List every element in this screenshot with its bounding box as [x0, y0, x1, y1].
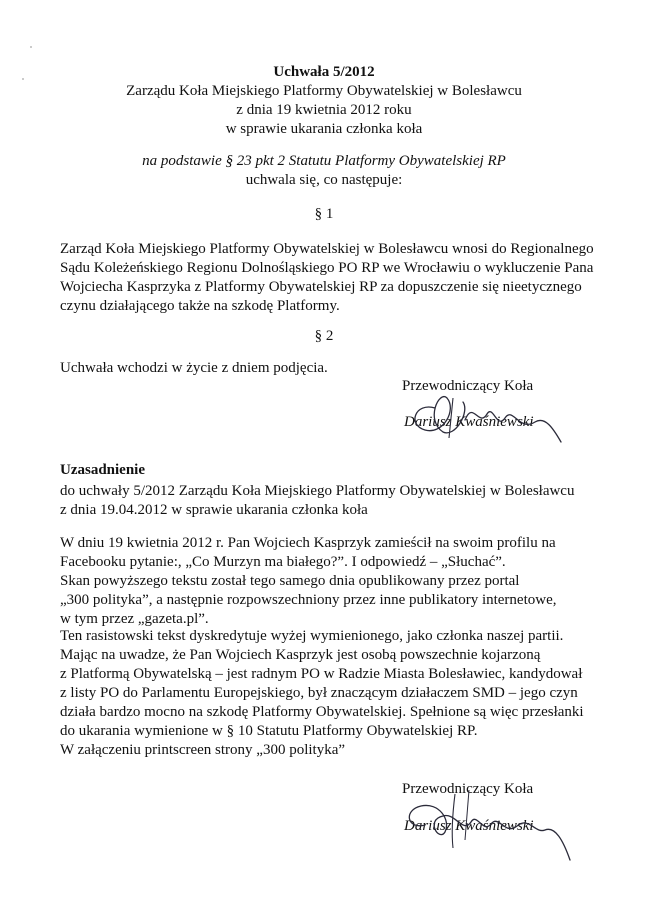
paragraph-1-line: czynu działającego także na szkodę Platformy.: [60, 298, 340, 314]
paragraph-2-text: Uchwała wchodzi w życie z dniem podjęcia.: [60, 360, 328, 376]
justification-heading: Uzasadnienie: [60, 462, 146, 478]
justification-body-line: W dniu 19 kwietnia 2012 r. Pan Wojciech Kasprzyk zamieścił na swoim profilu na: [60, 535, 556, 551]
chairman-name: Dariusz Kwaśniewski: [404, 818, 534, 834]
justification-body-line: z Platformą Obywatelską – jest radnym PO w Radzie Miasta Bolesławiec, kandydował: [60, 666, 583, 682]
paragraph-1-line: Sądu Koleżeńskiego Regionu Dolnośląskiego PO RP we Wrocławiu o wykluczenie Pana: [60, 260, 594, 276]
section-sign-2: § 2: [314, 328, 334, 344]
section-sign-1: § 1: [314, 206, 334, 222]
justification-body-line: do ukarania wymienione w § 10 Statutu Platformy Obywatelskiej RP.: [60, 723, 478, 739]
scan-speck: [30, 46, 32, 48]
handwritten-signature-icon: [395, 380, 565, 460]
resolution-issuer: Zarządu Koła Miejskiego Platformy Obywatelskiej w Bolesławcu: [126, 83, 522, 99]
handwritten-signature-icon: [395, 780, 595, 870]
paragraph-1-line: Zarząd Koła Miejskiego Platformy Obywatelskiej w Bolesławcu wnosi do Regionalnego: [60, 241, 594, 257]
justification-body-line: działa bardzo mocno na szkodę Platformy Obywatelskiej. Spełnione są więc przesłanki: [60, 704, 584, 720]
justification-body-line: Mając na uwadze, że Pan Wojciech Kasprzyk jest osobą powszechnie kojarzoną: [60, 647, 541, 663]
resolution-title: Uchwała 5/2012: [273, 64, 375, 80]
justification-body-line: Skan powyższego tekstu został tego samego dnia opublikowany przez portal: [60, 573, 520, 589]
justification-body-line: Ten rasistowski tekst dyskredytuje wyżej wymienionego, jako członka naszej partii.: [60, 628, 564, 644]
justification-body-line: Facebooku pytanie:, „Co Murzyn ma białego?”. I odpowiedź – „Słuchać”.: [60, 554, 506, 570]
justification-body-line: w tym przez „gazeta.pl”.: [60, 611, 209, 627]
justification-body-line: W załączeniu printscreen strony „300 polityka”: [60, 742, 346, 758]
resolution-date: z dnia 19 kwietnia 2012 roku: [236, 102, 412, 118]
chairman-title: Przewodniczący Koła: [402, 781, 534, 797]
chairman-title: Przewodniczący Koła: [402, 378, 534, 394]
resolution-subject: w sprawie ukarania członka koła: [225, 121, 423, 137]
justification-body-line: z listy PO do Parlamentu Europejskiego, był znaczącym działaczem SMD – jego czyn: [60, 685, 578, 701]
justification-body-line: „300 polityka”, a następnie rozpowszechniony przez inne publikatory internetowe,: [60, 592, 557, 608]
justification-subtitle-line: z dnia 19.04.2012 w sprawie ukarania członka koła: [60, 502, 368, 518]
justification-subtitle-line: do uchwały 5/2012 Zarządu Koła Miejskiego Platformy Obywatelskiej w Bolesławcu: [60, 483, 575, 499]
chairman-name: Dariusz Kwaśniewski: [404, 414, 534, 430]
resolved-statement: uchwala się, co następuje:: [245, 172, 403, 188]
legal-basis: na podstawie § 23 pkt 2 Statutu Platformy Obywatelskiej RP: [142, 153, 506, 169]
paragraph-1-line: Wojciecha Kasprzyka z Platformy Obywatelskiej RP za dopuszczenie się nieetycznego: [60, 279, 582, 295]
